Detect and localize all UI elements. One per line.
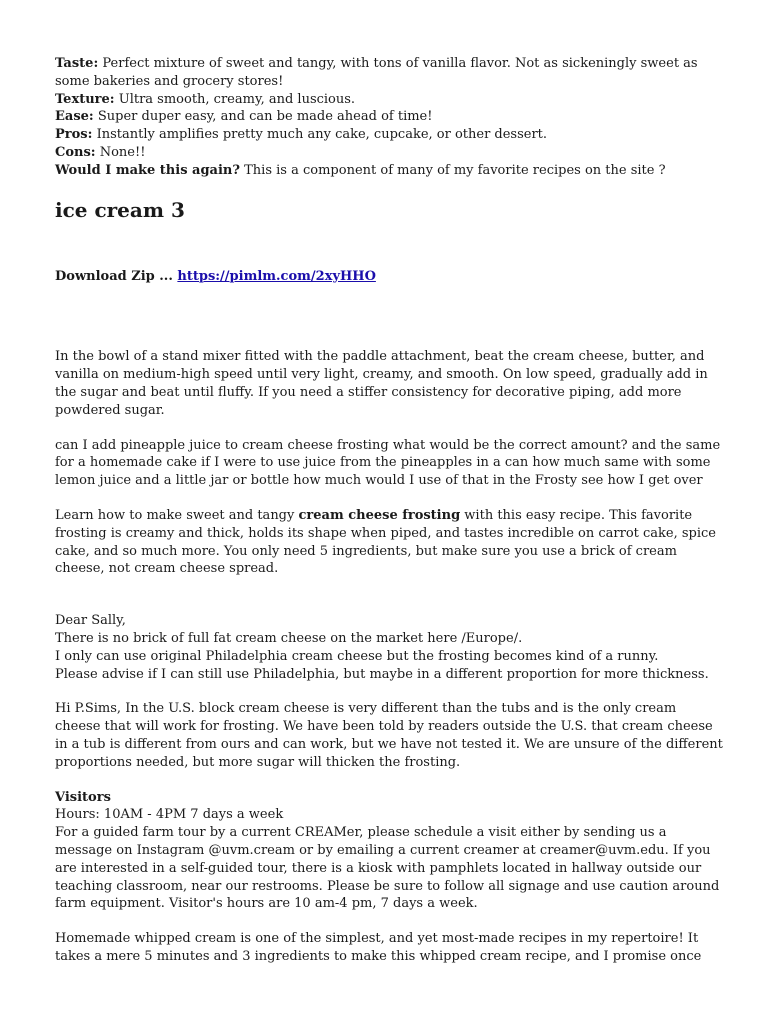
letter-line: There is no brick of full fat cream cheese on the market here /Europe/.: [55, 630, 523, 646]
intro-bold-term: cream cheese frosting: [298, 507, 461, 523]
visitors-hours: Hours: 10AM - 4PM 7 days a week: [55, 807, 284, 823]
rating-label: Pros:: [55, 127, 93, 143]
download-label: Download Zip ...: [55, 268, 173, 284]
whipped-cream-paragraph: Homemade whipped cream is one of the simplest, and yet most-made recipes in my repertoire! It takes a mere 5 minutes and 3 ingredients to make this whipped cream recipe, and I promise once: [55, 931, 702, 964]
document-body: [55, 55, 725, 966]
visitors-text: For a guided farm tour by a current CREAMer, please schedule a visit either by sending us a message on Instagram @uvm.cream or by emailing a current creamer at creamer@uvm.edu. If you are interested in a self-guided tour, there is a kiosk with pamphlets located in hallway outside our teaching classroom, near our restrooms. Please be sure to follow all signage and use caution around farm equipment. Visitor's hours are 10 am-4 pm, 7 days a week.: [55, 825, 720, 912]
letter-line: Please advise if I can still use Philadelphia, but maybe in a different proportion for more thickness.: [55, 666, 709, 682]
rating-text: Ultra smooth, creamy, and luscious.: [118, 91, 356, 107]
rating-pros: [55, 126, 725, 144]
visitors-title: Visitors: [55, 789, 111, 805]
rating-label: Ease:: [55, 109, 94, 125]
intro-text-end: with this easy recipe. This favorite frosting is creamy and thick, holds its shape when piped, and tastes incredible on carrot cake, spice cake, and so much more. You only need 5 ingredients, but make sure you use a brick of cream cheese, not cream cheese spread.: [55, 507, 716, 577]
intro-text-start: Learn how to make sweet and tangy: [55, 507, 299, 523]
instructions-paragraph: In the bowl of a stand mixer fitted with the paddle attachment, beat the cream cheese, butter, and vanilla on medium-high speed until very light, creamy, and smooth. On low speed, gradually add in the sugar and beat until fluffy. If you need a stiffer consistency for decorative piping, add more powdered sugar.: [55, 349, 708, 418]
rating-label: Would I make this again?: [55, 162, 240, 178]
rating-text: Instantly amplifies pretty much any cake, cupcake, or other dessert.: [96, 127, 548, 143]
ratings-list: [55, 55, 725, 180]
page-title: ice cream 3: [55, 197, 185, 222]
comment-paragraph: can I add pineapple juice to cream cheese frosting what would be the correct amount? and the same for a homemade cake if I were to use juice from the pineapples in a can how much same with some lemon juice and a little jar or bottle how much would I use of that in the Frosty see how I get over: [55, 437, 721, 489]
intro-paragraph: [55, 507, 725, 578]
letter-block: [55, 612, 725, 683]
download-link[interactable]: https://pimlm.com/2xyHHO: [177, 268, 376, 284]
rating-cons: [55, 144, 725, 162]
rating-taste: [55, 55, 725, 91]
rating-text: None!!: [99, 144, 146, 160]
visitors-section: [55, 789, 725, 914]
rating-label: Texture:: [55, 91, 115, 107]
letter-line: Dear Sally,: [55, 613, 126, 629]
rating-ease: [55, 108, 725, 126]
rating-texture: [55, 91, 725, 109]
rating-label: Taste:: [55, 56, 99, 71]
rating-text: Super duper easy, and can be made ahead of time!: [97, 109, 433, 125]
rating-text: Perfect mixture of sweet and tangy, with tons of vanilla flavor. Not as sickeningly sweet as some bakeries and grocery stores!: [55, 56, 698, 89]
rating-again: [55, 162, 725, 180]
rating-text: This is a component of many of my favorite recipes on the site ?: [244, 162, 666, 178]
letter-line: I only can use original Philadelphia cream cheese but the frosting becomes kind of a runny.: [55, 648, 659, 664]
reply-paragraph: Hi P.Sims, In the U.S. block cream cheese is very different than the tubs and is the only cream cheese that will work for frosting. We have been told by readers outside the U.S. that cream cheese in a tub is different from ours and can work, but we have not tested it. We are unsure of the different proportions needed, but more sugar will thicken the frosting.: [55, 701, 723, 770]
rating-label: Cons:: [55, 144, 96, 160]
download-line: [55, 268, 725, 286]
